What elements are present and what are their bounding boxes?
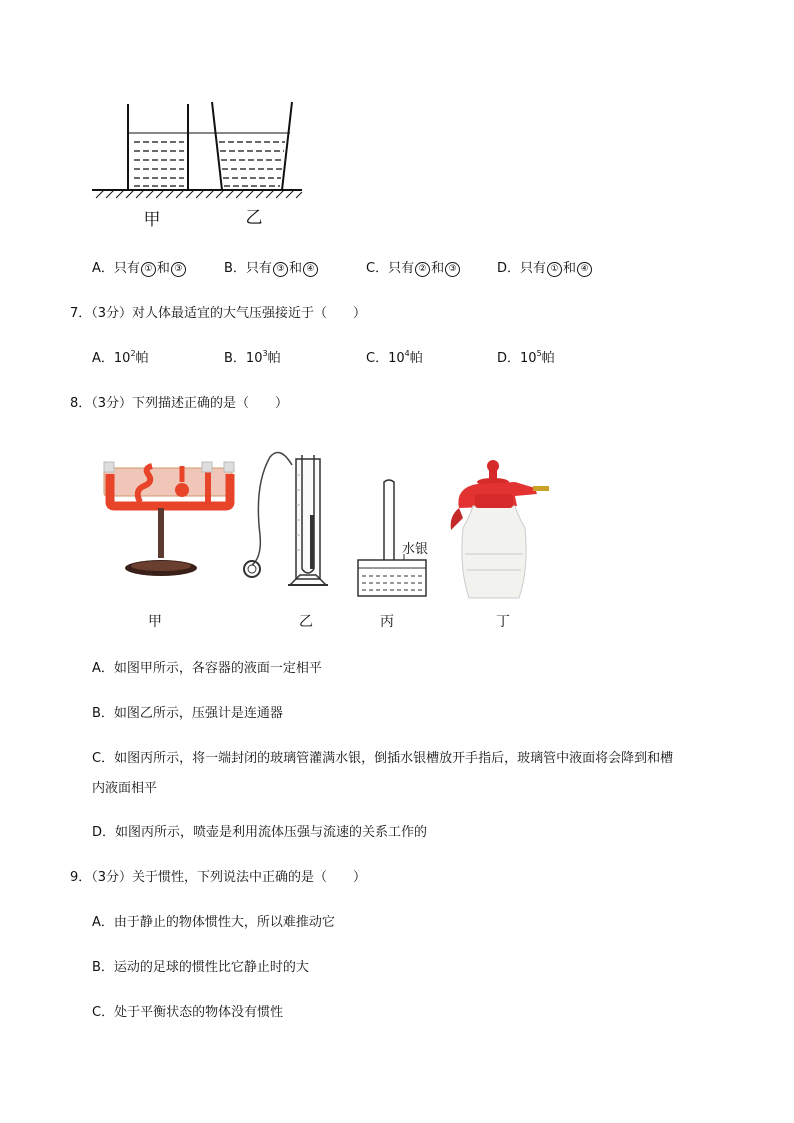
q6-option-b[interactable]: B．只有 ③ 和 ④	[224, 260, 319, 278]
q8-figure-ding-spray-bottle	[445, 458, 555, 608]
q8-label-yi: 乙	[299, 614, 313, 630]
q7-option-d[interactable]: D．$10^5$帕	[497, 349, 555, 366]
q6-label-jia: 甲	[143, 210, 161, 230]
q7-option-b[interactable]: B．$10^3$帕	[224, 349, 281, 366]
q7-option-c[interactable]: C．$10^4$帕	[366, 349, 423, 366]
q6-option-a[interactable]: A．只有 ① 和 ③	[92, 260, 187, 278]
q8-option-c-continued: 内液面相平	[92, 781, 158, 796]
q9-option-b[interactable]: B．运动的足球的惯性比它静止时的大	[92, 960, 309, 975]
q7-stem: 7．（3分）对人体最适宜的大气压强接近于（ ）	[70, 306, 367, 321]
q7-option-a[interactable]: A．$10^2$帕	[92, 349, 149, 366]
q9-option-a[interactable]: A．由于静止的物体惯性大，所以难推动它	[92, 915, 335, 930]
q8-figure-jia-connected-vessels	[100, 460, 240, 590]
q8-option-c[interactable]: C．如图丙所示，将一端封闭的玻璃管灌满水银，倒插水银槽放开手指后，玻璃管中液面将会降到和槽	[92, 751, 674, 766]
q8-option-d[interactable]: D．如图丙所示，喷壶是利用流体压强与流速的关系工作的	[92, 825, 428, 840]
q6-option-d[interactable]: D．只有 ① 和 ④	[497, 260, 593, 278]
q9-option-c[interactable]: C．处于平衡状态的物体没有惯性	[92, 1005, 284, 1020]
q6-label-yi: 乙	[245, 208, 263, 228]
q8-label-ding: 丁	[496, 614, 510, 630]
q8-mercury-label: 水银	[402, 542, 429, 557]
q8-figure-yi-pressure-gauge	[240, 445, 330, 595]
q8-option-a[interactable]: A．如图甲所示，各容器的液面一定相平	[92, 661, 322, 676]
q9-stem: 9．（3分）关于惯性，下列说法中正确的是（ ）	[70, 870, 367, 885]
q8-option-b[interactable]: B．如图乙所示，压强计是连通器	[92, 706, 283, 721]
q8-label-bing: 丙	[380, 614, 394, 630]
q8-stem: 8．（3分）下列描述正确的是（ ）	[70, 396, 289, 411]
q6-container-figure	[92, 100, 312, 220]
q6-option-c[interactable]: C．只有 ② 和 ③	[366, 260, 461, 278]
q8-label-jia: 甲	[148, 614, 162, 630]
